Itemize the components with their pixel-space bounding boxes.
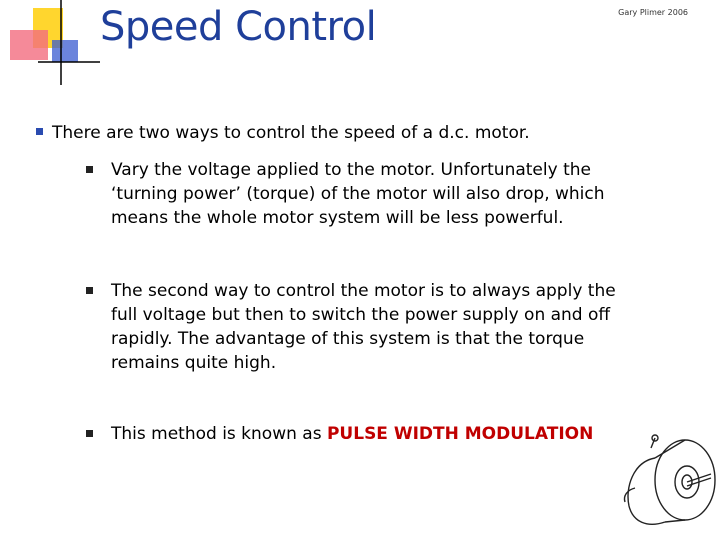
pwm-intro-text: This method is known as bbox=[111, 424, 327, 444]
dc-motor-drawing-icon bbox=[615, 418, 720, 533]
main-bullet-text: There are two ways to control the speed of a d.c. motor. bbox=[52, 123, 530, 143]
list-item bbox=[86, 158, 646, 230]
bullet-square-icon bbox=[36, 128, 43, 135]
main-bullet bbox=[36, 122, 696, 144]
pwm-highlight: PULSE WIDTH MODULATION bbox=[326, 424, 594, 444]
bullet-square-icon bbox=[86, 166, 93, 173]
list-item bbox=[86, 279, 646, 375]
list-item bbox=[86, 422, 646, 446]
list-item-text bbox=[111, 422, 646, 446]
bullet-square-icon bbox=[86, 430, 93, 437]
list-item-text: Vary the voltage applied to the motor. Unfortunately the ‘turning power’ (torque) of the motor will also drop, which means the whole motor system will be less powerful. bbox=[111, 160, 605, 228]
author-credit: Gary Plimer 2006 bbox=[618, 8, 688, 17]
slide-title: Speed Control bbox=[100, 4, 377, 50]
decorative-squares-icon bbox=[0, 0, 100, 90]
bullet-square-icon bbox=[86, 287, 93, 294]
list-item-text: The second way to control the motor is to always apply the full voltage but then to switch the power supply on and off rapidly. The advantage of this system is that the torque remains quite high. bbox=[111, 281, 616, 373]
